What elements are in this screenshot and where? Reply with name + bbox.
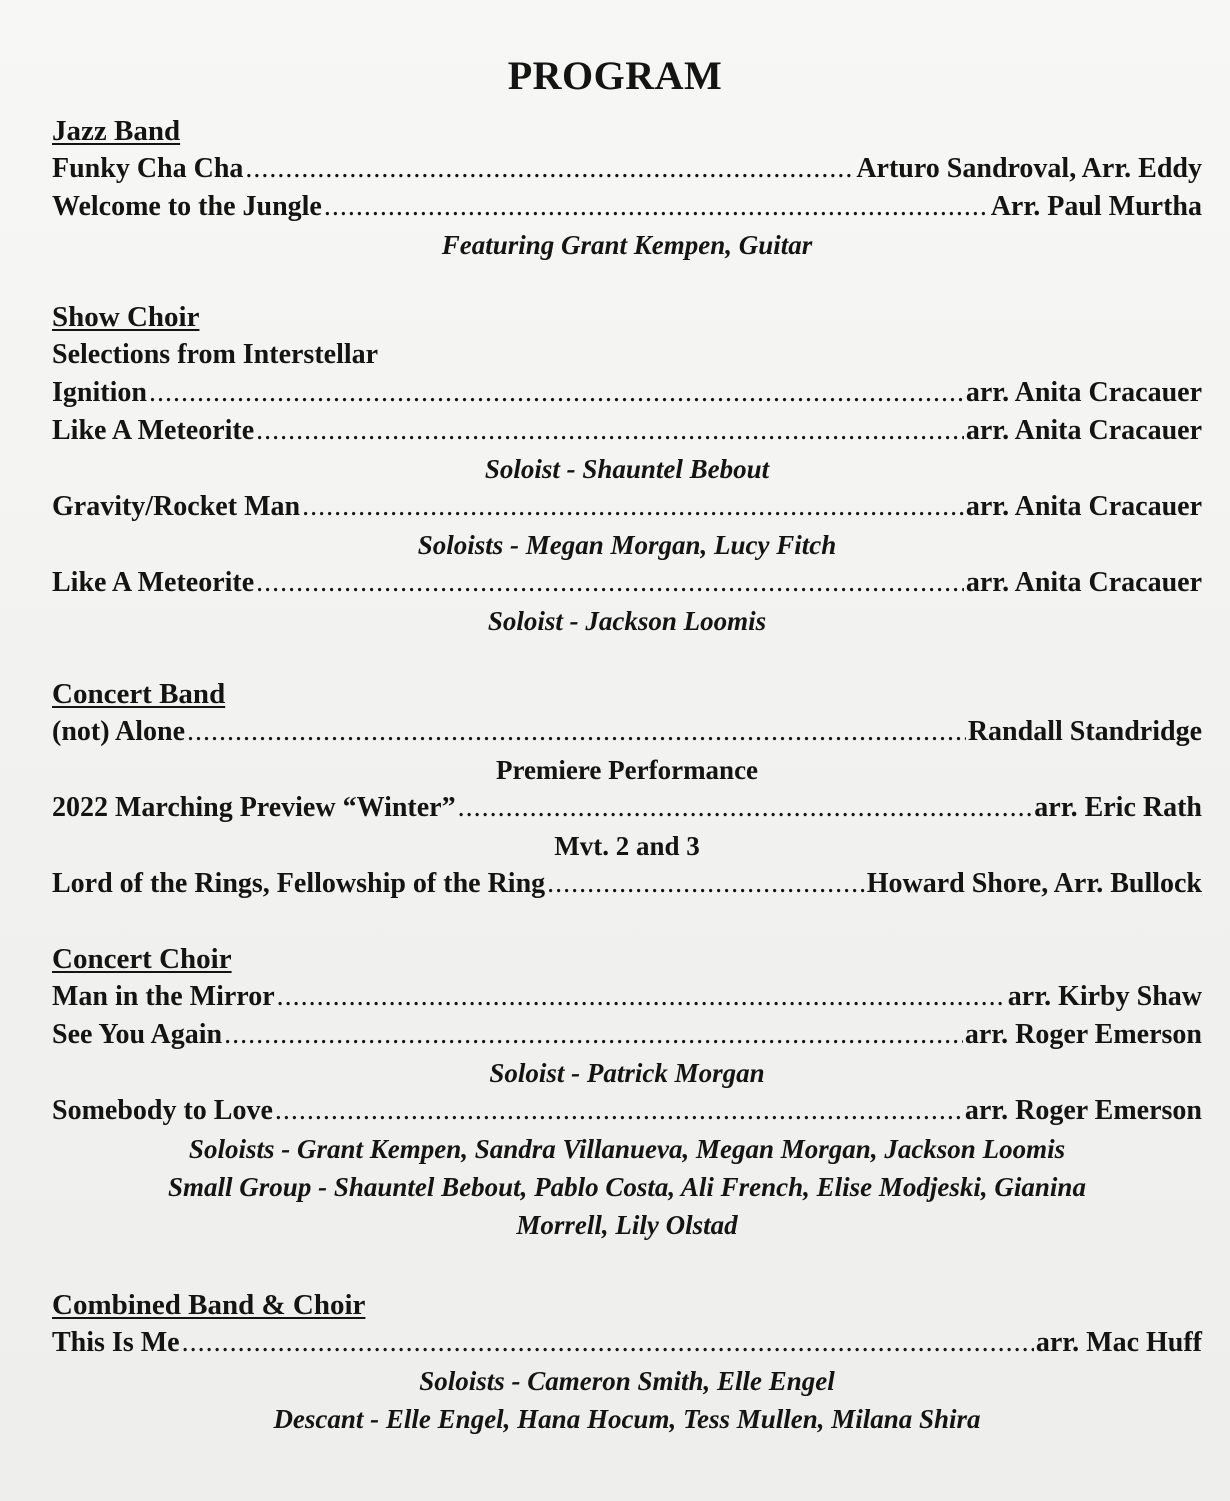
piece-title: Like A Meteorite [52, 415, 255, 446]
composer-credit: arr. Anita Cracauer [965, 415, 1202, 446]
dot-leader [547, 865, 865, 903]
composer-credit: arr. Kirby Shaw [1007, 981, 1202, 1012]
section-jazz-band [52, 112, 1202, 264]
dot-leader [275, 1092, 963, 1130]
performer-note: Mvt. 2 and 3 [554, 831, 700, 861]
dot-leader [256, 564, 964, 602]
performer-note: Soloist - Jackson Loomis [487, 606, 767, 636]
dot-leader [256, 412, 964, 450]
composer-credit: arr. Anita Cracauer [965, 491, 1202, 522]
composer-credit: Arturo Sandroval, Arr. Eddy [856, 153, 1202, 184]
program-entry [52, 488, 1202, 526]
piece-title: Gravity/Rocket Man [52, 491, 301, 522]
program-entry [52, 789, 1202, 827]
section-concert-band [52, 675, 1202, 903]
composer-credit: Arr. Paul Murtha [990, 191, 1202, 222]
dot-leader [324, 188, 989, 226]
program-entry [52, 150, 1202, 188]
performer-note: Soloist - Shauntel Bebout [484, 454, 770, 484]
performer-note: Soloist - Patrick Morgan [489, 1058, 765, 1088]
program-entry [52, 1016, 1202, 1054]
performer-note: Morrell, Lily Olstad [516, 1210, 738, 1240]
dot-leader [187, 713, 966, 751]
performer-note: Soloists - Cameron Smith, Elle Engel [419, 1366, 835, 1396]
piece-title: Like A Meteorite [52, 567, 255, 598]
composer-credit: arr. Roger Emerson [964, 1095, 1202, 1126]
section-heading: Show Choir [52, 301, 200, 333]
program-entry [52, 713, 1202, 751]
section-heading: Combined Band & Choir [52, 1289, 366, 1321]
composer-credit: arr. Anita Cracauer [965, 567, 1202, 598]
section-heading: Jazz Band [52, 115, 181, 147]
performer-note: Featuring Grant Kempen, Guitar [441, 230, 813, 260]
piece-title: See You Again [52, 1019, 223, 1050]
piece-title: Man in the Mirror [52, 981, 275, 1012]
program-title: PROGRAM [507, 53, 723, 98]
piece-title: Welcome to the Jungle [52, 191, 322, 222]
composer-credit: Randall Standridge [967, 716, 1202, 747]
piece-title: This Is Me [52, 1327, 180, 1358]
performer-note: Soloists - Grant Kempen, Sandra Villanueva, Megan Morgan, Jackson Loomis [188, 1134, 1066, 1164]
program-entry [52, 978, 1202, 1016]
selection-intro: Selections from Interstellar [52, 339, 379, 370]
program-entry [52, 1092, 1202, 1130]
section-show-choir [52, 298, 1202, 640]
piece-title: (not) Alone [52, 716, 185, 747]
program-entry [52, 1324, 1202, 1362]
composer-credit: Howard Shore, Arr. Bullock [866, 868, 1202, 899]
program-entry [52, 374, 1202, 412]
program-entry [52, 412, 1202, 450]
piece-title: Funky Cha Cha [52, 153, 244, 184]
composer-credit: arr. Roger Emerson [964, 1019, 1202, 1050]
piece-title: Somebody to Love [52, 1095, 273, 1126]
dot-leader [245, 150, 854, 188]
section-heading: Concert Choir [52, 943, 232, 975]
composer-credit: arr. Mac Huff [1035, 1327, 1202, 1358]
performer-note: Descant - Elle Engel, Hana Hocum, Tess Mullen, Milana Shira [273, 1404, 981, 1434]
dot-leader [302, 488, 964, 526]
piece-title: 2022 Marching Preview “Winter” [52, 792, 456, 823]
performer-note: Premiere Performance [495, 755, 759, 785]
dot-leader [182, 1324, 1034, 1362]
section-heading: Concert Band [52, 678, 226, 710]
section-combined [52, 1286, 1202, 1438]
composer-credit: arr. Eric Rath [1034, 792, 1202, 823]
program-entry [52, 865, 1202, 903]
performer-note: Soloists - Megan Morgan, Lucy Fitch [417, 530, 837, 560]
piece-title: Lord of the Rings, Fellowship of the Ring [52, 868, 546, 899]
program-entry [52, 188, 1202, 226]
performer-note: Small Group - Shauntel Bebout, Pablo Costa, Ali French, Elise Modjeski, Gianina [168, 1172, 1086, 1202]
piece-title: Ignition [52, 377, 147, 408]
dot-leader [149, 374, 964, 412]
dot-leader [224, 1016, 963, 1054]
dot-leader [458, 789, 1033, 827]
program-entry [52, 564, 1202, 602]
composer-credit: arr. Anita Cracauer [965, 377, 1202, 408]
section-concert-choir [52, 940, 1202, 1244]
dot-leader [277, 978, 1006, 1016]
